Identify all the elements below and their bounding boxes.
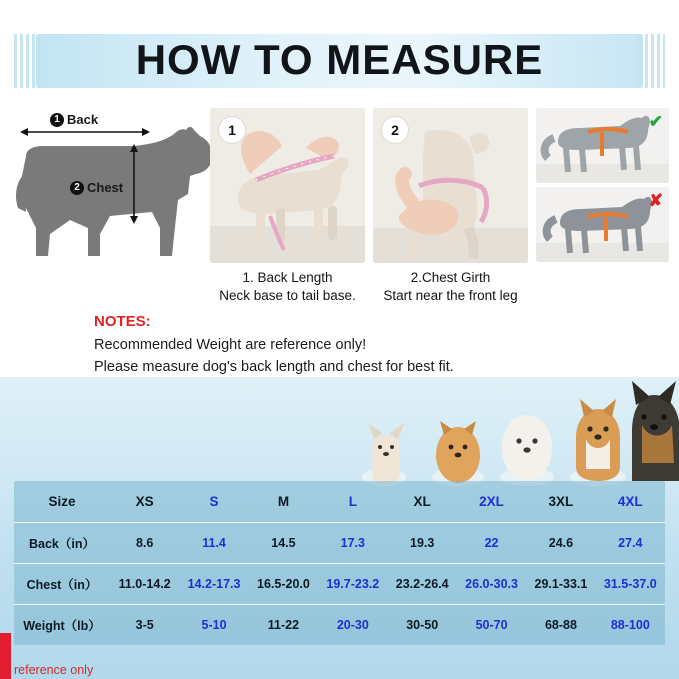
check-icon: ✔: [648, 112, 663, 131]
chest-3xl: 29.1-33.1: [526, 564, 595, 605]
header-cell-xl: XL: [388, 481, 457, 523]
chest-xs: 11.0-14.2: [110, 564, 179, 605]
back-l: 17.3: [318, 523, 387, 564]
back-3xl: 24.6: [526, 523, 595, 564]
weight-m: 11-22: [267, 618, 300, 632]
back-xl: 19.3: [388, 523, 457, 564]
header-cell-xs: XS: [110, 481, 179, 523]
chest-dimension-text: Chest: [87, 180, 124, 195]
step-1-caption-line2: Neck base to tail base.: [219, 288, 356, 304]
chest-s: 14.2-17.3: [179, 564, 248, 605]
step-1-column: [210, 108, 365, 305]
step-1-caption-line1: 1. Back Length: [242, 270, 333, 285]
dog-photo-german-shepherd: [626, 377, 679, 487]
notes-line-1: Recommended Weight are reference only!: [94, 337, 367, 354]
dog-photo-corgi: [562, 395, 634, 487]
table-header-row: [14, 481, 665, 523]
step-1-photo: [210, 108, 365, 263]
title-section: [0, 0, 679, 108]
incorrect-fit-photo: [536, 187, 669, 262]
dog-photo-strip: [0, 377, 679, 487]
step-2-caption-line1: 2.Chest Girth: [410, 270, 491, 285]
dog-silhouette-diagram: [14, 108, 202, 268]
footer-note: reference only: [14, 663, 94, 677]
weight-s: 5-10: [201, 618, 227, 632]
weight-l: 20-30: [336, 618, 369, 632]
step-2-caption: [373, 269, 528, 305]
header-cell-m: M: [249, 481, 318, 523]
header-cell-s: S: [179, 481, 248, 523]
table-row: [14, 605, 665, 646]
measure-illustration-panel: [0, 108, 679, 378]
dog-photo-chihuahua: [352, 415, 416, 487]
chest-2xl: 26.0-30.3: [457, 564, 526, 605]
row-label-weight: Weight（lb）: [23, 619, 101, 633]
red-corner-decoration: [0, 633, 11, 679]
dog-photo-bichon: [492, 403, 562, 487]
header-cell-4xl: 4XL: [596, 481, 665, 523]
cross-icon: ✘: [648, 191, 663, 210]
correct-fit-photo: [536, 108, 669, 183]
fit-examples-column: [536, 108, 669, 262]
notes-line-2: Please measure dog's back length and chest for best fit.: [94, 359, 454, 376]
size-chart-section: [0, 377, 679, 679]
row-label-chest: Chest（in）: [14, 564, 110, 605]
back-s: 11.4: [179, 523, 248, 564]
weight-xl: 30-50: [406, 618, 439, 632]
dog-photo-pomeranian: [424, 409, 492, 487]
step-2-column: [373, 108, 528, 305]
size-table-element: [14, 481, 665, 645]
back-m: 14.5: [249, 523, 318, 564]
row-label-back: Back（in）: [14, 523, 110, 564]
back-2xl: 22: [457, 523, 526, 564]
size-table: [14, 481, 665, 645]
step-1-badge: 1: [219, 117, 245, 143]
weight-2xl: 50-70: [475, 618, 508, 632]
chest-l: 19.7-23.2: [318, 564, 387, 605]
step-2-photo: [373, 108, 528, 263]
back-xs: 8.6: [110, 523, 179, 564]
back-4xl: 27.4: [596, 523, 665, 564]
header-cell-2xl: 2XL: [457, 481, 526, 523]
header-cell-size: Size: [14, 481, 110, 523]
step-2-caption-line2: Start near the front leg: [383, 288, 518, 304]
illustration-row: [10, 108, 669, 305]
notes-heading: NOTES:: [94, 313, 151, 331]
page-title: HOW TO MEASURE: [135, 36, 544, 83]
back-dimension-text: Back: [67, 112, 99, 127]
header-cell-l: L: [318, 481, 387, 523]
chest-4xl: 31.5-37.0: [596, 564, 665, 605]
chest-dimension-label: [70, 180, 123, 195]
weight-4xl: 88-100: [610, 618, 650, 632]
table-row: [14, 523, 665, 564]
back-dimension-label: [50, 112, 98, 127]
chest-m: 16.5-20.0: [249, 564, 318, 605]
chest-xl: 23.2-26.4: [388, 564, 457, 605]
step-1-caption: [210, 269, 365, 305]
header-cell-3xl: 3XL: [526, 481, 595, 523]
weight-3xl: 68-88: [544, 618, 577, 632]
chest-measure-arrow: [126, 144, 142, 224]
step-2-badge: 2: [382, 117, 408, 143]
chest-number-badge: 2: [70, 181, 84, 195]
table-row: [14, 564, 665, 605]
weight-xs: 3-5: [135, 618, 154, 632]
back-number-badge: 1: [50, 113, 64, 127]
